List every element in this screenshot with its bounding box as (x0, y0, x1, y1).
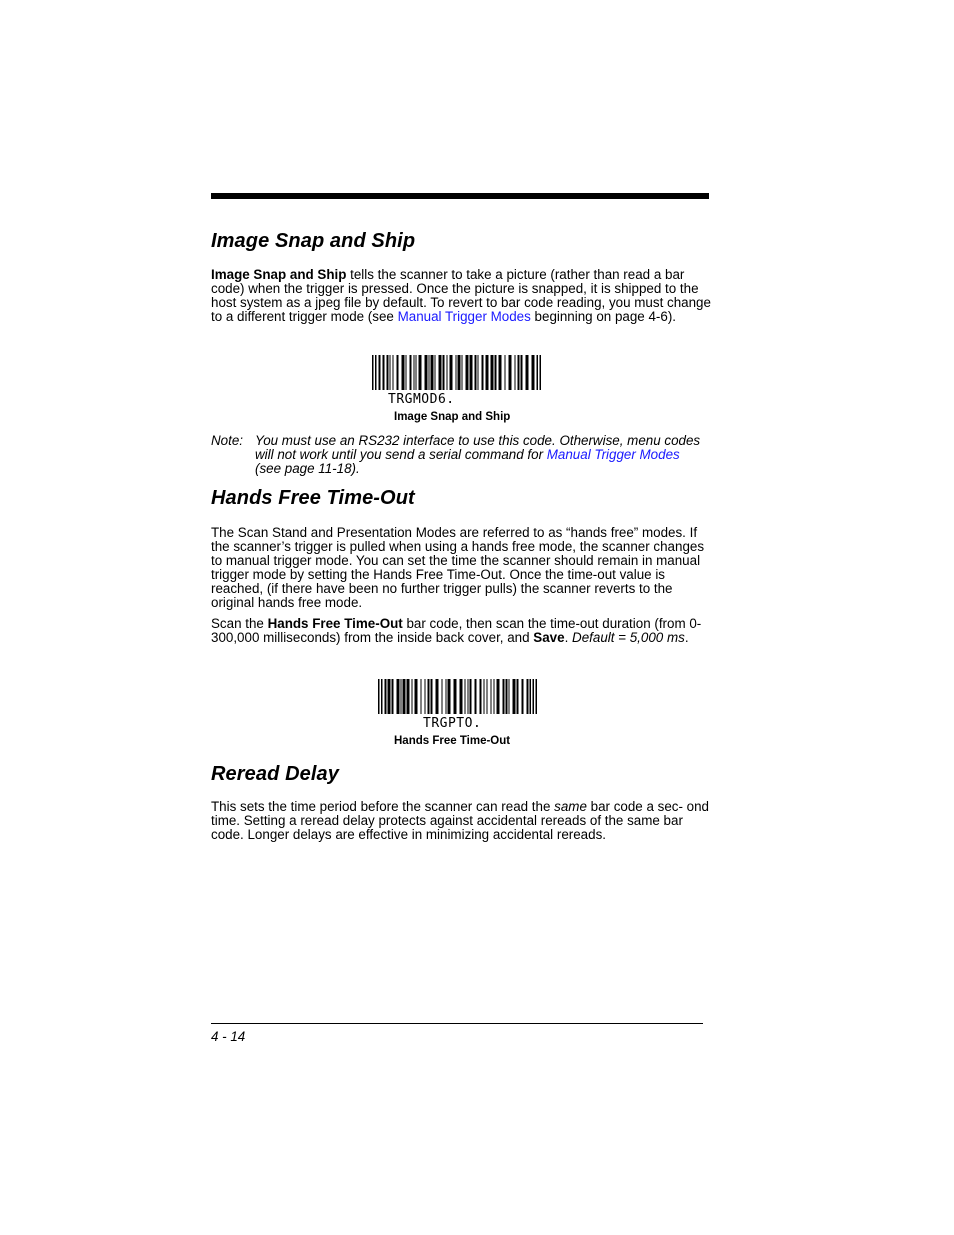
barcode-bar (415, 679, 418, 714)
barcode-bar (465, 679, 466, 714)
barcode-bar (379, 355, 381, 390)
barcode-bar (388, 679, 391, 714)
note-link-manual-trigger-modes[interactable]: Manual Trigger Modes (546, 447, 680, 462)
barcode-bar (390, 355, 391, 390)
reread-a: This sets the time period before the scanner can read the (211, 799, 555, 814)
barcode-bar (387, 355, 389, 390)
barcode-bar (494, 679, 495, 714)
barcode-bar (487, 679, 488, 714)
barcode-bar (536, 679, 538, 714)
hf-p2-d: . (684, 630, 689, 645)
barcode-bar (518, 355, 520, 390)
barcode-bar (533, 679, 535, 714)
reread-para (211, 800, 711, 842)
barcode-bar (466, 355, 469, 390)
barcode-bar (513, 679, 516, 714)
reread-italic: same (554, 799, 587, 814)
barcode-bar (406, 355, 407, 390)
hf-p2-default: Default = 5,000 ms (572, 630, 685, 645)
barcode-bar (532, 355, 535, 390)
note-text-2: (see page 11-18). (255, 461, 360, 476)
heading-reread-delay: Reread Delay (211, 763, 339, 785)
hf-p2-bold-save: Save (533, 630, 565, 645)
barcode-bar (527, 679, 529, 714)
barcode-bar (392, 679, 394, 714)
barcode-bar (456, 355, 457, 390)
barcode-bar (397, 355, 399, 390)
barcode-bar (442, 679, 443, 714)
barcode-hands-free-caption: Hands Free Time-Out (394, 735, 511, 747)
barcode-bar (482, 355, 484, 390)
barcode-bar (393, 355, 394, 390)
barcode-bar (450, 355, 453, 390)
note-text (255, 434, 705, 476)
barcode-bar (540, 355, 542, 390)
barcode-bar (499, 355, 502, 390)
barcode-bar (491, 679, 492, 714)
barcode-bar (509, 355, 512, 390)
top-rule (211, 193, 709, 199)
barcode-bar (448, 679, 451, 714)
barcode-hands-free-text: TRGPTO. (423, 716, 482, 731)
barcode-bar (475, 679, 477, 714)
barcode-image-snap[interactable] (372, 355, 543, 390)
barcode-image-snap-text: TRGMOD6. (388, 392, 455, 407)
barcode-bar (381, 679, 383, 714)
barcode-bar (431, 355, 434, 390)
barcode-bar (468, 679, 469, 714)
barcode-bar (410, 355, 412, 390)
barcode-bar (375, 355, 377, 390)
barcode-bar (429, 355, 430, 390)
barcode-bar (412, 679, 413, 714)
barcode-bar (425, 679, 426, 714)
barcode-bar (431, 679, 433, 714)
link-manual-trigger-modes[interactable]: Manual Trigger Modes (397, 309, 531, 324)
barcode-bar (439, 355, 442, 390)
hf-p2-bold-barcode-name: Hands Free Time-Out (267, 616, 403, 631)
note-label: Note: (211, 433, 244, 448)
footer-rule (211, 1023, 703, 1024)
barcode-bar (447, 355, 448, 390)
barcode-bar (443, 355, 445, 390)
barcode-bar (506, 679, 508, 714)
barcode-bar (515, 355, 516, 390)
image-snap-body-2: beginning on page 4-6). (530, 309, 677, 324)
barcode-bar (460, 679, 463, 714)
barcode-bar (462, 355, 463, 390)
barcode-bar (480, 679, 482, 714)
heading-image-snap-and-ship: Image Snap and Ship (211, 230, 416, 252)
barcode-bar (537, 355, 539, 390)
barcode-bar (522, 679, 524, 714)
barcode-hands-free[interactable] (378, 679, 537, 714)
barcode-bar (470, 355, 473, 390)
barcode-bar (484, 679, 485, 714)
image-snap-body-1: tells the scanner to take a picture (rather than read a bar code) when the trigger is pressed. Once the picture is snapped, it is shipped to the host system as a jpeg file by default. To revert to bar code reading, you must change to a different trigger mode (see (211, 267, 711, 324)
barcode-bar (421, 679, 422, 714)
barcode-bar (509, 679, 510, 714)
barcode-bar (435, 355, 436, 390)
note-text-1: You must use an RS232 interface to use this code. Otherwise, menu codes will not work until you send a serial command for (255, 433, 701, 462)
barcode-bar (385, 679, 387, 714)
barcode-bar (436, 679, 439, 714)
barcode-bar (530, 679, 532, 714)
barcode-bar (478, 355, 479, 390)
barcode-bar (383, 355, 385, 390)
barcode-bar (428, 679, 430, 714)
hf-p2-b: bar code, then scan the time-out duration (from 0-300,000 milliseconds) from the inside back cover, and (211, 616, 702, 645)
barcode-bar (495, 355, 497, 390)
barcode-image-snap-caption: Image Snap and Ship (394, 411, 511, 423)
barcode-bar (491, 355, 494, 390)
barcode-bar (446, 679, 447, 714)
barcode-bar (521, 355, 523, 390)
barcode-bar (419, 355, 422, 390)
image-snap-lead: Image Snap and Ship (211, 267, 347, 282)
barcode-bar (454, 679, 457, 714)
barcode-bar (407, 679, 410, 714)
barcode-bar (526, 355, 529, 390)
barcode-bar (416, 355, 417, 390)
barcode-bar (378, 679, 380, 714)
barcode-bar (503, 679, 505, 714)
heading-hands-free-time-out: Hands Free Time-Out (211, 487, 415, 509)
barcode-bar (397, 679, 400, 714)
barcode-bar (414, 355, 415, 390)
barcode-bar (517, 679, 519, 714)
page-number: 4 - 14 (211, 1029, 246, 1044)
barcode-bar (403, 679, 406, 714)
barcode-bar (458, 355, 461, 390)
barcode-bar (497, 679, 500, 714)
reread-b: bar code a sec- ond time. Setting a reread delay protects against accidental rereads of the same bar code. Longer delays are effective in minimizing accidental rereads. (211, 799, 709, 842)
barcode-bar (470, 679, 472, 714)
hf-p2-c: . (564, 630, 573, 645)
image-snap-description (211, 268, 711, 324)
barcode-bar (402, 355, 405, 390)
barcode-bar (486, 355, 489, 390)
barcode-bar (505, 355, 506, 390)
hf-p2-a: Scan the (211, 616, 268, 631)
barcode-bar (372, 355, 374, 390)
hands-free-para-1: The Scan Stand and Presentation Modes are referred to as “hands free” modes. If the scanner’s trigger is pulled when using a hands free mode, the scanner changes to manual trigger mode. You can set the time the scanner should remain in manual trigger mode by setting the Hands Free Time-Out. Once the time-out value is reached, (if there have been no further trigger pulls) the scanner reverts to the original hands free mode. (211, 525, 705, 610)
barcode-bar (425, 355, 428, 390)
barcode-bar (475, 355, 477, 390)
barcode-bar (401, 679, 402, 714)
hands-free-para-2 (211, 617, 711, 645)
